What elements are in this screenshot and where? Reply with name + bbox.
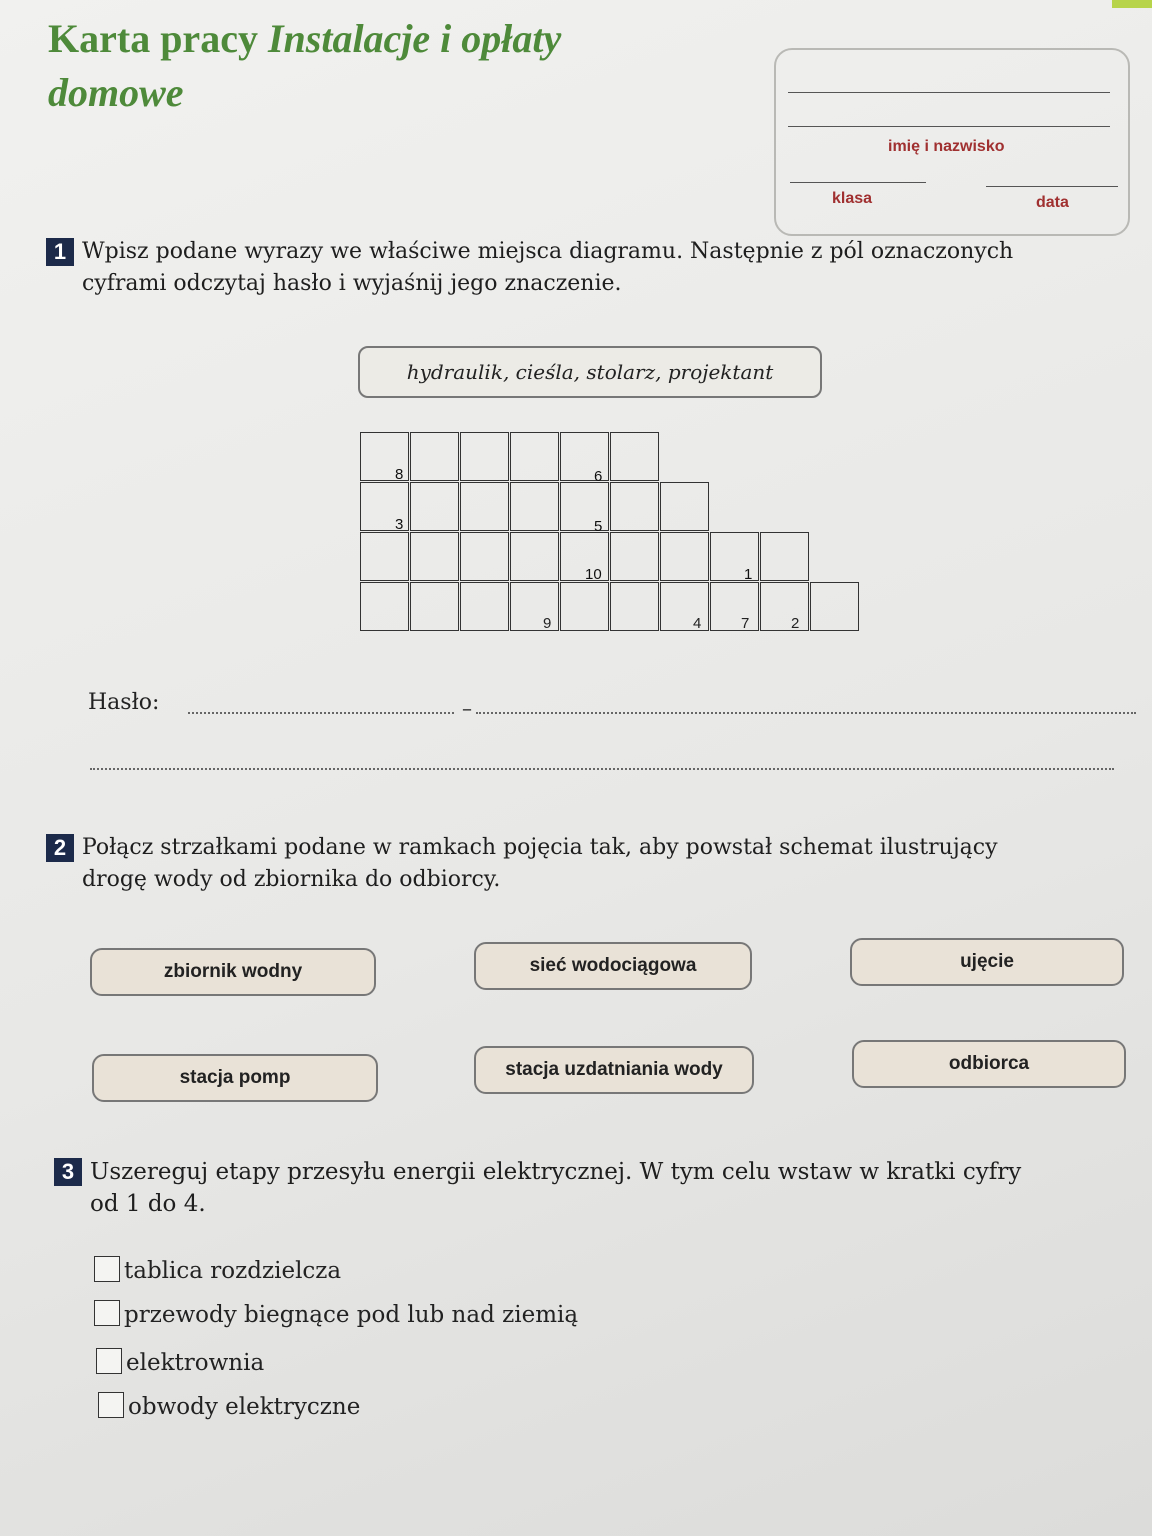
grid-cell[interactable] — [560, 566, 609, 631]
order-box[interactable] — [96, 1348, 122, 1374]
task2-number: 2 — [46, 834, 74, 862]
grid-cell[interactable] — [610, 532, 659, 581]
grid-cell[interactable] — [410, 482, 459, 531]
grid-number: 3 — [395, 516, 404, 533]
grid-cell[interactable] — [460, 482, 509, 531]
date-line[interactable] — [986, 186, 1118, 187]
grid-cell[interactable] — [510, 532, 559, 581]
grid-number: 6 — [594, 468, 603, 485]
grid-cell[interactable] — [710, 566, 759, 631]
student-info-box — [774, 48, 1130, 236]
grid-number: 7 — [741, 615, 750, 632]
grid-number: 2 — [791, 615, 800, 632]
grid-number: 10 — [585, 566, 602, 583]
grid-cell[interactable] — [760, 532, 809, 581]
grid-cell[interactable] — [660, 582, 709, 631]
task3-instruction-line2: od 1 do 4. — [90, 1191, 206, 1217]
grid-cell[interactable] — [510, 432, 559, 481]
grid-cell[interactable] — [460, 532, 509, 581]
grid-cell[interactable] — [760, 582, 809, 631]
order-item-label: przewody biegnące pod lub nad ziemią — [124, 1302, 579, 1328]
date-label: data — [1036, 194, 1069, 211]
concept-reservoir[interactable]: zbiornik wodny — [90, 948, 376, 996]
order-item-label: elektrownia — [126, 1350, 265, 1376]
concept-intake[interactable]: ujęcie — [850, 938, 1124, 986]
order-box[interactable] — [94, 1300, 120, 1326]
grid-cell[interactable] — [410, 582, 459, 631]
page-title — [48, 12, 708, 120]
task2-instruction-line2: drogę wody od zbiornika do odbiorcy. — [82, 867, 501, 892]
task2-instruction — [46, 832, 1136, 896]
grid-cell[interactable] — [510, 582, 559, 631]
grid-cell[interactable] — [360, 516, 409, 581]
grid-number: 5 — [594, 518, 603, 535]
task1-instruction — [46, 236, 1126, 300]
password-answer-line-1[interactable] — [188, 712, 454, 714]
name-label: imię i nazwisko — [888, 138, 1005, 155]
order-box[interactable] — [94, 1256, 120, 1282]
task3-instruction — [54, 1156, 1134, 1220]
word-bank: hydraulik, cieśla, stolarz, projektant — [358, 346, 822, 398]
order-item — [94, 1300, 578, 1330]
concept-treatment-station[interactable]: stacja uzdatniania wody — [474, 1046, 754, 1094]
task1-number: 1 — [46, 238, 74, 266]
title-italic-line2: domowe — [48, 70, 184, 115]
grid-number: 9 — [543, 615, 552, 632]
title-plain: Karta pracy — [48, 16, 268, 61]
grid-cell[interactable] — [410, 532, 459, 581]
order-item — [94, 1256, 341, 1286]
class-line[interactable] — [790, 182, 926, 183]
name-line-2[interactable] — [788, 126, 1110, 127]
concept-recipient[interactable]: odbiorca — [852, 1040, 1126, 1088]
grid-number: 1 — [744, 566, 753, 583]
task2-instruction-line1: Połącz strzałkami podane w ramkach pojęcia tak, aby powstał schemat ilustrujący — [82, 835, 998, 860]
grid-number: 4 — [693, 615, 702, 632]
grid-number: 8 — [395, 466, 404, 483]
class-label: klasa — [832, 190, 873, 207]
password-dash: – — [462, 696, 472, 720]
task1-instruction-line2: cyframi odczytaj hasło i wyjaśnij jego znaczenie. — [82, 271, 622, 296]
task1-instruction-line1: Wpisz podane wyrazy we właściwe miejsca diagramu. Następnie z pól oznaczonych — [82, 239, 1014, 264]
order-item — [96, 1348, 264, 1378]
crossword-grid — [360, 432, 860, 636]
grid-cell[interactable] — [660, 532, 709, 581]
task3-number: 3 — [54, 1158, 82, 1186]
order-box[interactable] — [98, 1392, 124, 1418]
title-italic-line1: Instalacje i opłaty — [267, 16, 562, 61]
password-label: Hasło: — [88, 690, 160, 715]
grid-cell[interactable] — [810, 582, 859, 631]
grid-cell[interactable] — [660, 482, 709, 531]
name-line-1[interactable] — [788, 92, 1110, 93]
password-answer-line-2[interactable] — [476, 712, 1136, 714]
grid-cell[interactable] — [610, 482, 659, 531]
order-item-label: obwody elektryczne — [128, 1394, 361, 1420]
task3-instruction-line1: Uszereguj etapy przesyłu energii elektrycznej. W tym celu wstaw w kratki cyfry — [90, 1159, 1022, 1185]
grid-cell[interactable] — [410, 432, 459, 481]
grid-cell[interactable] — [360, 582, 409, 631]
grid-cell[interactable] — [610, 582, 659, 631]
page-edge-accent — [1112, 0, 1152, 8]
order-item — [98, 1392, 360, 1422]
grid-cell[interactable] — [610, 432, 659, 481]
concept-water-network[interactable]: sieć wodociągowa — [474, 942, 752, 990]
grid-cell[interactable] — [460, 582, 509, 631]
concept-pump-station[interactable]: stacja pomp — [92, 1054, 378, 1102]
order-item-label: tablica rozdzielcza — [124, 1258, 342, 1284]
explanation-answer-line[interactable] — [90, 768, 1114, 770]
grid-cell[interactable] — [460, 432, 509, 481]
grid-cell[interactable] — [510, 482, 559, 531]
